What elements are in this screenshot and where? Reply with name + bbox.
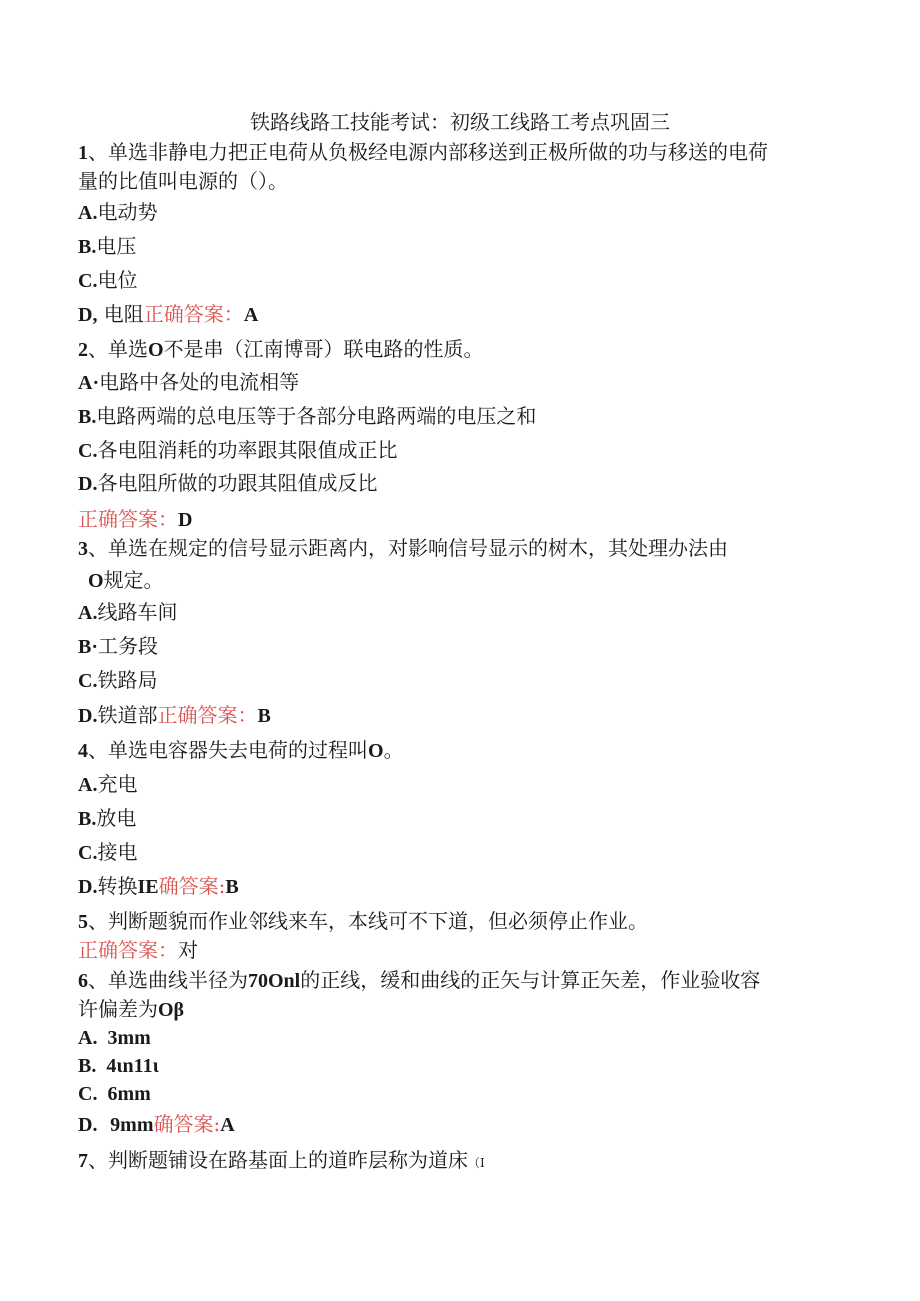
option-letter: A. <box>78 602 98 624</box>
option-letter: A. <box>78 1027 98 1049</box>
question-1-line-2: 量的比值叫电源的（）。 <box>78 169 288 193</box>
answer-label: 确答案: <box>158 874 226 898</box>
question-number: 2 <box>78 339 88 361</box>
question-7-line-1 <box>78 1146 485 1177</box>
option-letter: D. <box>78 876 98 898</box>
option-b <box>78 402 536 431</box>
option-b <box>78 232 136 261</box>
blank-marker: O <box>368 740 384 762</box>
option-d-with-answer <box>78 300 258 329</box>
answer-label: 正确答案： <box>143 302 244 326</box>
option-text: 转换 <box>97 874 138 898</box>
question-2-line-1 <box>78 335 484 364</box>
option-c <box>78 666 157 695</box>
option-text: 4ιn11ι <box>106 1055 159 1077</box>
question-number: 3 <box>78 538 88 560</box>
question-3-line-2 <box>88 566 164 595</box>
question-text: 、单选非静电力把正电荷从负极经电源内部移送到正极所做的功与移送的电荷 <box>88 140 768 164</box>
question-text: 、单选曲线半径为 <box>88 968 248 992</box>
option-letter: A. <box>78 202 98 224</box>
question-text: 、单选 <box>88 337 148 361</box>
question-text: 的正线，缓和曲线的正矢与计算正矢差，作业验收容 <box>300 968 761 992</box>
question-number: 5 <box>78 911 88 933</box>
option-a <box>78 1024 151 1052</box>
option-text: 充电 <box>97 772 138 796</box>
option-letter: C. <box>78 842 98 864</box>
option-letter: D. <box>78 473 98 495</box>
option-text: 电动势 <box>97 200 158 224</box>
option-text: 放电 <box>96 806 137 830</box>
question-text: 。 <box>383 738 404 762</box>
option-text: 铁路局 <box>97 668 158 692</box>
answer-label: 正确答案： <box>78 938 178 962</box>
option-a <box>78 198 157 227</box>
option-d-with-answer <box>78 1110 235 1139</box>
document-title: 铁路线路工技能考试：初级工线路工考点巩固三 <box>250 110 670 134</box>
question-text: 许偏差为 <box>78 997 158 1021</box>
trailing-marker: （I <box>468 1156 485 1170</box>
question-number: 1 <box>78 142 88 164</box>
question-5-line-1 <box>78 907 648 936</box>
option-letter: D. <box>78 705 98 727</box>
option-letter: B· <box>78 636 99 658</box>
question-text: 规定。 <box>103 568 164 592</box>
option-a <box>78 598 177 627</box>
option-text: 3mm <box>107 1027 151 1049</box>
option-letter: D. <box>78 1114 98 1136</box>
question-6-line-1 <box>78 966 760 995</box>
question-4-line-1 <box>78 736 404 765</box>
blank-marker: O <box>148 339 164 361</box>
option-c <box>78 436 397 465</box>
question-text: 不是串（江南博哥）联电路的性质。 <box>163 337 484 361</box>
option-c <box>78 266 137 295</box>
answer-value: D <box>178 509 193 531</box>
option-text: 电阻 <box>97 302 144 326</box>
question-text: 、判断题铺设在路基面上的道昨层称为道床 <box>88 1148 468 1172</box>
option-letter: C. <box>78 440 98 462</box>
option-text: 各电阻所做的功跟其阻值成反比 <box>97 471 378 495</box>
option-text: 电路中各处的电流相等 <box>99 370 300 394</box>
radius-value: 70Onl <box>248 970 301 992</box>
answer-line <box>78 505 192 534</box>
option-letter: B. <box>78 236 97 258</box>
option-d-with-answer <box>78 872 239 901</box>
option-a <box>78 770 137 799</box>
option-letter: B. <box>78 406 97 428</box>
answer-label: 正确答案： <box>157 703 258 727</box>
question-text: 、判断题貌而作业邻线来车，本线可不下道，但必须停止作业。 <box>88 909 648 933</box>
option-text: 各电阻消耗的功率跟其限值成正比 <box>97 438 398 462</box>
question-1-line-1 <box>78 138 768 167</box>
option-b <box>78 804 136 833</box>
option-letter: C. <box>78 270 98 292</box>
option-a <box>78 368 299 397</box>
answer-value: 对 <box>178 938 198 962</box>
answer-value: A <box>243 304 259 326</box>
option-text: 电位 <box>97 268 138 292</box>
option-letter: B. <box>78 1055 97 1077</box>
option-text: 电路两端的总电压等于各部分电路两端的电压之和 <box>96 404 537 428</box>
option-letter: D, <box>78 304 98 326</box>
option-text: 电压 <box>96 234 137 258</box>
option-text: 接电 <box>97 840 138 864</box>
question-number: 4 <box>78 740 88 762</box>
question-text: 、单选在规定的信号显示距离内，对影响信号显示的树木，其处理办法由 <box>88 536 728 560</box>
option-b <box>78 632 158 661</box>
option-b <box>78 1052 159 1080</box>
question-number: 7 <box>78 1150 88 1172</box>
option-text: 铁道部 <box>97 703 158 727</box>
option-letter: C. <box>78 670 98 692</box>
question-number: 6 <box>78 970 88 992</box>
ocr-marker: IE <box>137 876 159 898</box>
option-text: 线路车间 <box>97 600 178 624</box>
option-text: 6mm <box>107 1083 151 1105</box>
question-3-line-1 <box>78 534 728 563</box>
option-letter: C. <box>78 1083 98 1105</box>
blank-marker: O <box>88 570 104 592</box>
option-letter: B. <box>78 808 97 830</box>
option-text: 9mm <box>110 1114 154 1136</box>
option-d-with-answer <box>78 701 271 730</box>
option-letter: A· <box>78 372 100 394</box>
answer-value: A <box>220 1114 235 1136</box>
answer-label: 确答案: <box>153 1112 221 1136</box>
option-c <box>78 1080 151 1108</box>
blank-marker: Oβ <box>158 999 185 1021</box>
answer-value: B <box>225 876 239 898</box>
question-text: 、单选电容器失去电荷的过程叫 <box>88 738 368 762</box>
question-6-line-2 <box>78 995 184 1024</box>
option-d <box>78 469 377 498</box>
option-text: 工务段 <box>98 634 159 658</box>
answer-line <box>78 936 198 964</box>
option-letter: A. <box>78 774 98 796</box>
option-c <box>78 838 137 867</box>
answer-label: 正确答案： <box>78 507 178 531</box>
answer-value: B <box>257 705 271 727</box>
